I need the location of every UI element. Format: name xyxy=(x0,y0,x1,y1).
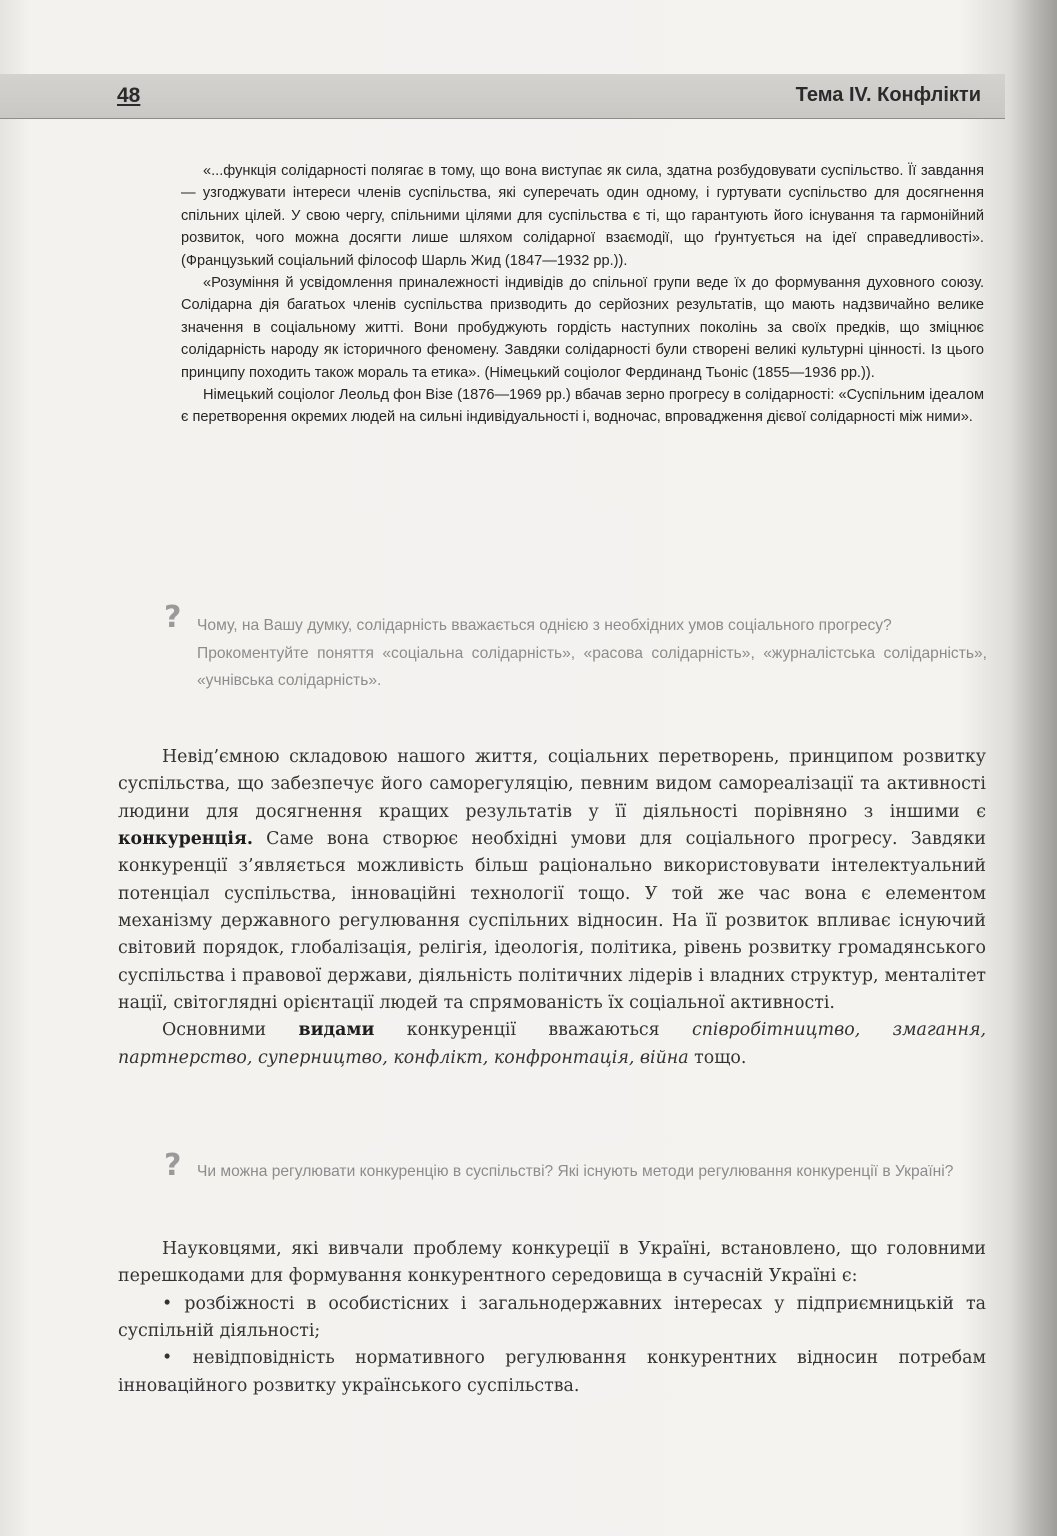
question-block-1 xyxy=(197,612,987,695)
term-kinds: видами xyxy=(298,1020,375,1041)
quote-tonnies: «Розуміння й усвідомлення приналежності індивідів до спільної групи веде їх до формування духовного союзу. Солідарна дія багатьох членів суспільства призводить до серйозних результатів, що мають надзвичайно велике значення в соціальному житті. Вони пробуджують гордість наступних поколінь за своїх предків, що зміцнює солідарність народу як історичного феномену. Завдяки солідарності були створені великі культурні цінності. Із цього принципу походить також мораль та етика». (Німецький соціолог Фердинанд Тьоніс (1855—1936 рр.)). xyxy=(181,275,984,381)
chapter-title: Тема IV. Конфлікти xyxy=(795,84,981,106)
question-text: Прокоментуйте поняття «соціальна солідарність», «расова солідарність», «журналістська солідарність», «учнівська солідарність». xyxy=(197,644,987,689)
kinds-list: співробітництво, змагання, партнерство, суперництво, конфлікт, конфронтація, війна xyxy=(118,1020,986,1068)
list-item: • невідповідність нормативного регулювання конкурентних відносин потребам інноваційного розвитку українського суспільства. xyxy=(118,1348,986,1396)
paragraph-text: Основними xyxy=(162,1020,299,1041)
paragraph-text: Невід’ємною складовою нашого життя, соціальних перетворень, принципом розвитку суспільства, що забезпечує його саморегуляцію, певним видом самореалізації та активності людини для досягнення кращих результатів у її діяльності порівняно з іншими є xyxy=(118,747,986,822)
question-block-2 xyxy=(197,1158,987,1186)
list-item: • розбіжності в особистісних і загальнодержавних інтересах у підприємницькій та суспільній діяльності; xyxy=(118,1293,986,1342)
quote-gide: «...функція солідарності полягає в тому, що вона виступає як сила, здатна розбудовувати суспільство. Її завдання — узгоджувати інтереси членів суспільства, які суперечать один одному, і гуртувати суспільство для досягнення спільних цілей. У свою чергу, спільними цілями для суспільства є ті, що гарантують його існування та гармонійний розвиток, чого можна досягти лише шляхом солідарної взаємодії, що ґрунтується на ідеї справедливості». (Французький соціальний філософ Шарль Жид (1847—1932 рр.)). xyxy=(181,163,984,269)
term-competition: конкуренція. xyxy=(118,829,253,850)
main-text-obstacles xyxy=(118,1236,986,1400)
paragraph-kinds xyxy=(118,1017,986,1072)
paragraph-obstacles: Науковцями, які вивчали проблему конкуреції в Україні, встановлено, що головними перешкодами для формування конкурентного середовища в сучасній Україні є: xyxy=(118,1239,986,1287)
main-text xyxy=(118,744,986,1072)
question-mark-icon: ? xyxy=(164,1148,182,1183)
paragraph-text: тощо. xyxy=(688,1047,747,1068)
quote-wiese: Німецький соціолог Леольд фон Візе (1876—1969 рр.) вбачав зерно прогресу в солідарності: «Суспільним ідеалом є перетворення окремих людей на сильні індивідуальності і, водночас, впровадження дієвої солідарності між ними». xyxy=(181,387,984,426)
question-text: Чи можна регулювати конкуренцію в суспільстві? Які існують методи регулювання конкуренції в Україні? xyxy=(197,1163,954,1180)
paragraph-text: Саме вона створює необхідні умови для соціального прогресу. Завдяки конкуренції з’являється можливість більш раціонально використовувати інтелектуальний потенціал суспільства, інноваційні технології тощо. У той же час вона є елементом механізму державного регулювання суспільних відносин. На її розвиток впливає існуючий світовий порядок, глобалізація, релігія, ідеологія, політика, рівень розвитку громадянського суспільства і правової держави, діяльність політичних лідерів і владних структур, менталітет нації, світоглядні орієнтації людей та спрямованість їх соціальної активності. xyxy=(118,829,986,1014)
paragraph-text: конкуренції вважаються xyxy=(374,1020,692,1041)
question-mark-icon: ? xyxy=(164,600,182,635)
question-text: Чому, на Вашу думку, солідарність вважається однією з необхідних умов соціального прогресу? xyxy=(197,617,892,634)
page-number: 48 xyxy=(117,84,141,107)
paragraph-competition xyxy=(118,744,986,1017)
quote-block xyxy=(181,160,984,429)
